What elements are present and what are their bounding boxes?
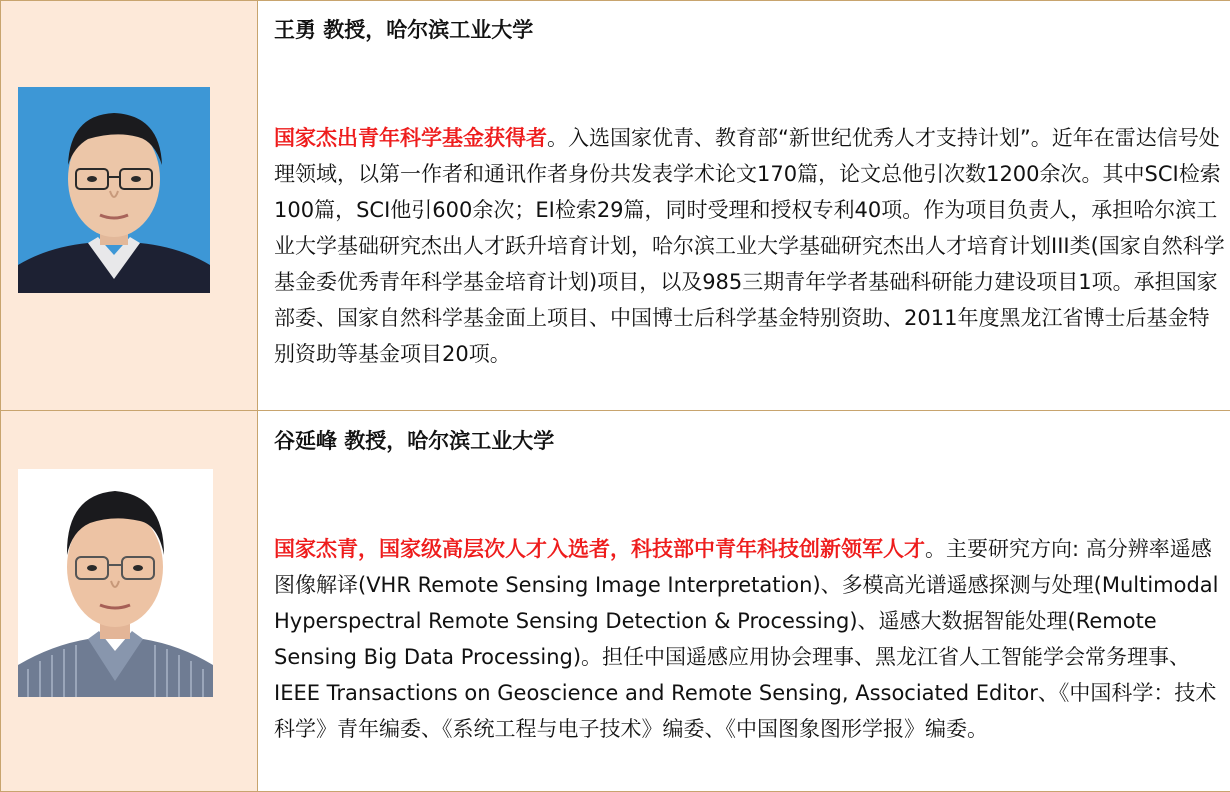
profile-name: 王勇 教授，哈尔滨工业大学	[274, 18, 534, 42]
bio-text: 。主要研究方向: 高分辨率遥感图像解译(VHR Remote Sensing Image Interpretation)、多模高光谱遥感探测与处理(Multimodal Hyperspectral Remote Sensing Detection & Processing)、遥感大数据智能处理(Remote Sensing Big Data Processing)。担任中国遥感应用协会理事、黑龙江省人工智能学会常务理事、IEEE Transactions on Geoscience and Remote Sensing, Associated Editor、《中国科学：技术科学》青年编委、《系统工程与电子技术》编委、《中国图象图形学报》编委。	[274, 537, 1219, 741]
profile-bio	[274, 120, 1228, 372]
profile-name: 谷延峰 教授，哈尔滨工业大学	[274, 429, 555, 453]
portrait-photo	[18, 469, 213, 697]
text-cell	[258, 411, 1230, 791]
profile-bio	[274, 531, 1228, 747]
portrait-photo	[18, 87, 210, 293]
highlight-text: 国家杰青，国家级高层次人才入选者，科技部中青年科技创新领军人才	[274, 537, 925, 561]
profile-row	[0, 411, 1230, 792]
photo-cell	[0, 411, 258, 791]
bio-text: 。入选国家优青、教育部“新世纪优秀人才支持计划”。近年在雷达信号处理领域，以第一作者和通讯作者身份共发表学术论文170篇，论文总他引次数1200余次。其中SCI检索100篇，SCI他引600余次；EI检索29篇，同时受理和授权专利40项。作为项目负责人，承担哈尔滨工业大学基础研究杰出人才跃升培育计划，哈尔滨工业大学基础研究杰出人才培育计划III类(国家自然科学基金委优秀青年科学基金培育计划)项目，以及985三期青年学者基础科研能力建设项目1项。承担国家部委、国家自然科学基金面上项目、中国博士后科学基金特别资助、2011年度黑龙江省博士后基金特别资助等基金项目20项。	[274, 126, 1225, 366]
highlight-text: 国家杰出青年科学基金获得者	[274, 126, 547, 150]
text-cell	[258, 1, 1230, 410]
photo-cell	[0, 1, 258, 410]
